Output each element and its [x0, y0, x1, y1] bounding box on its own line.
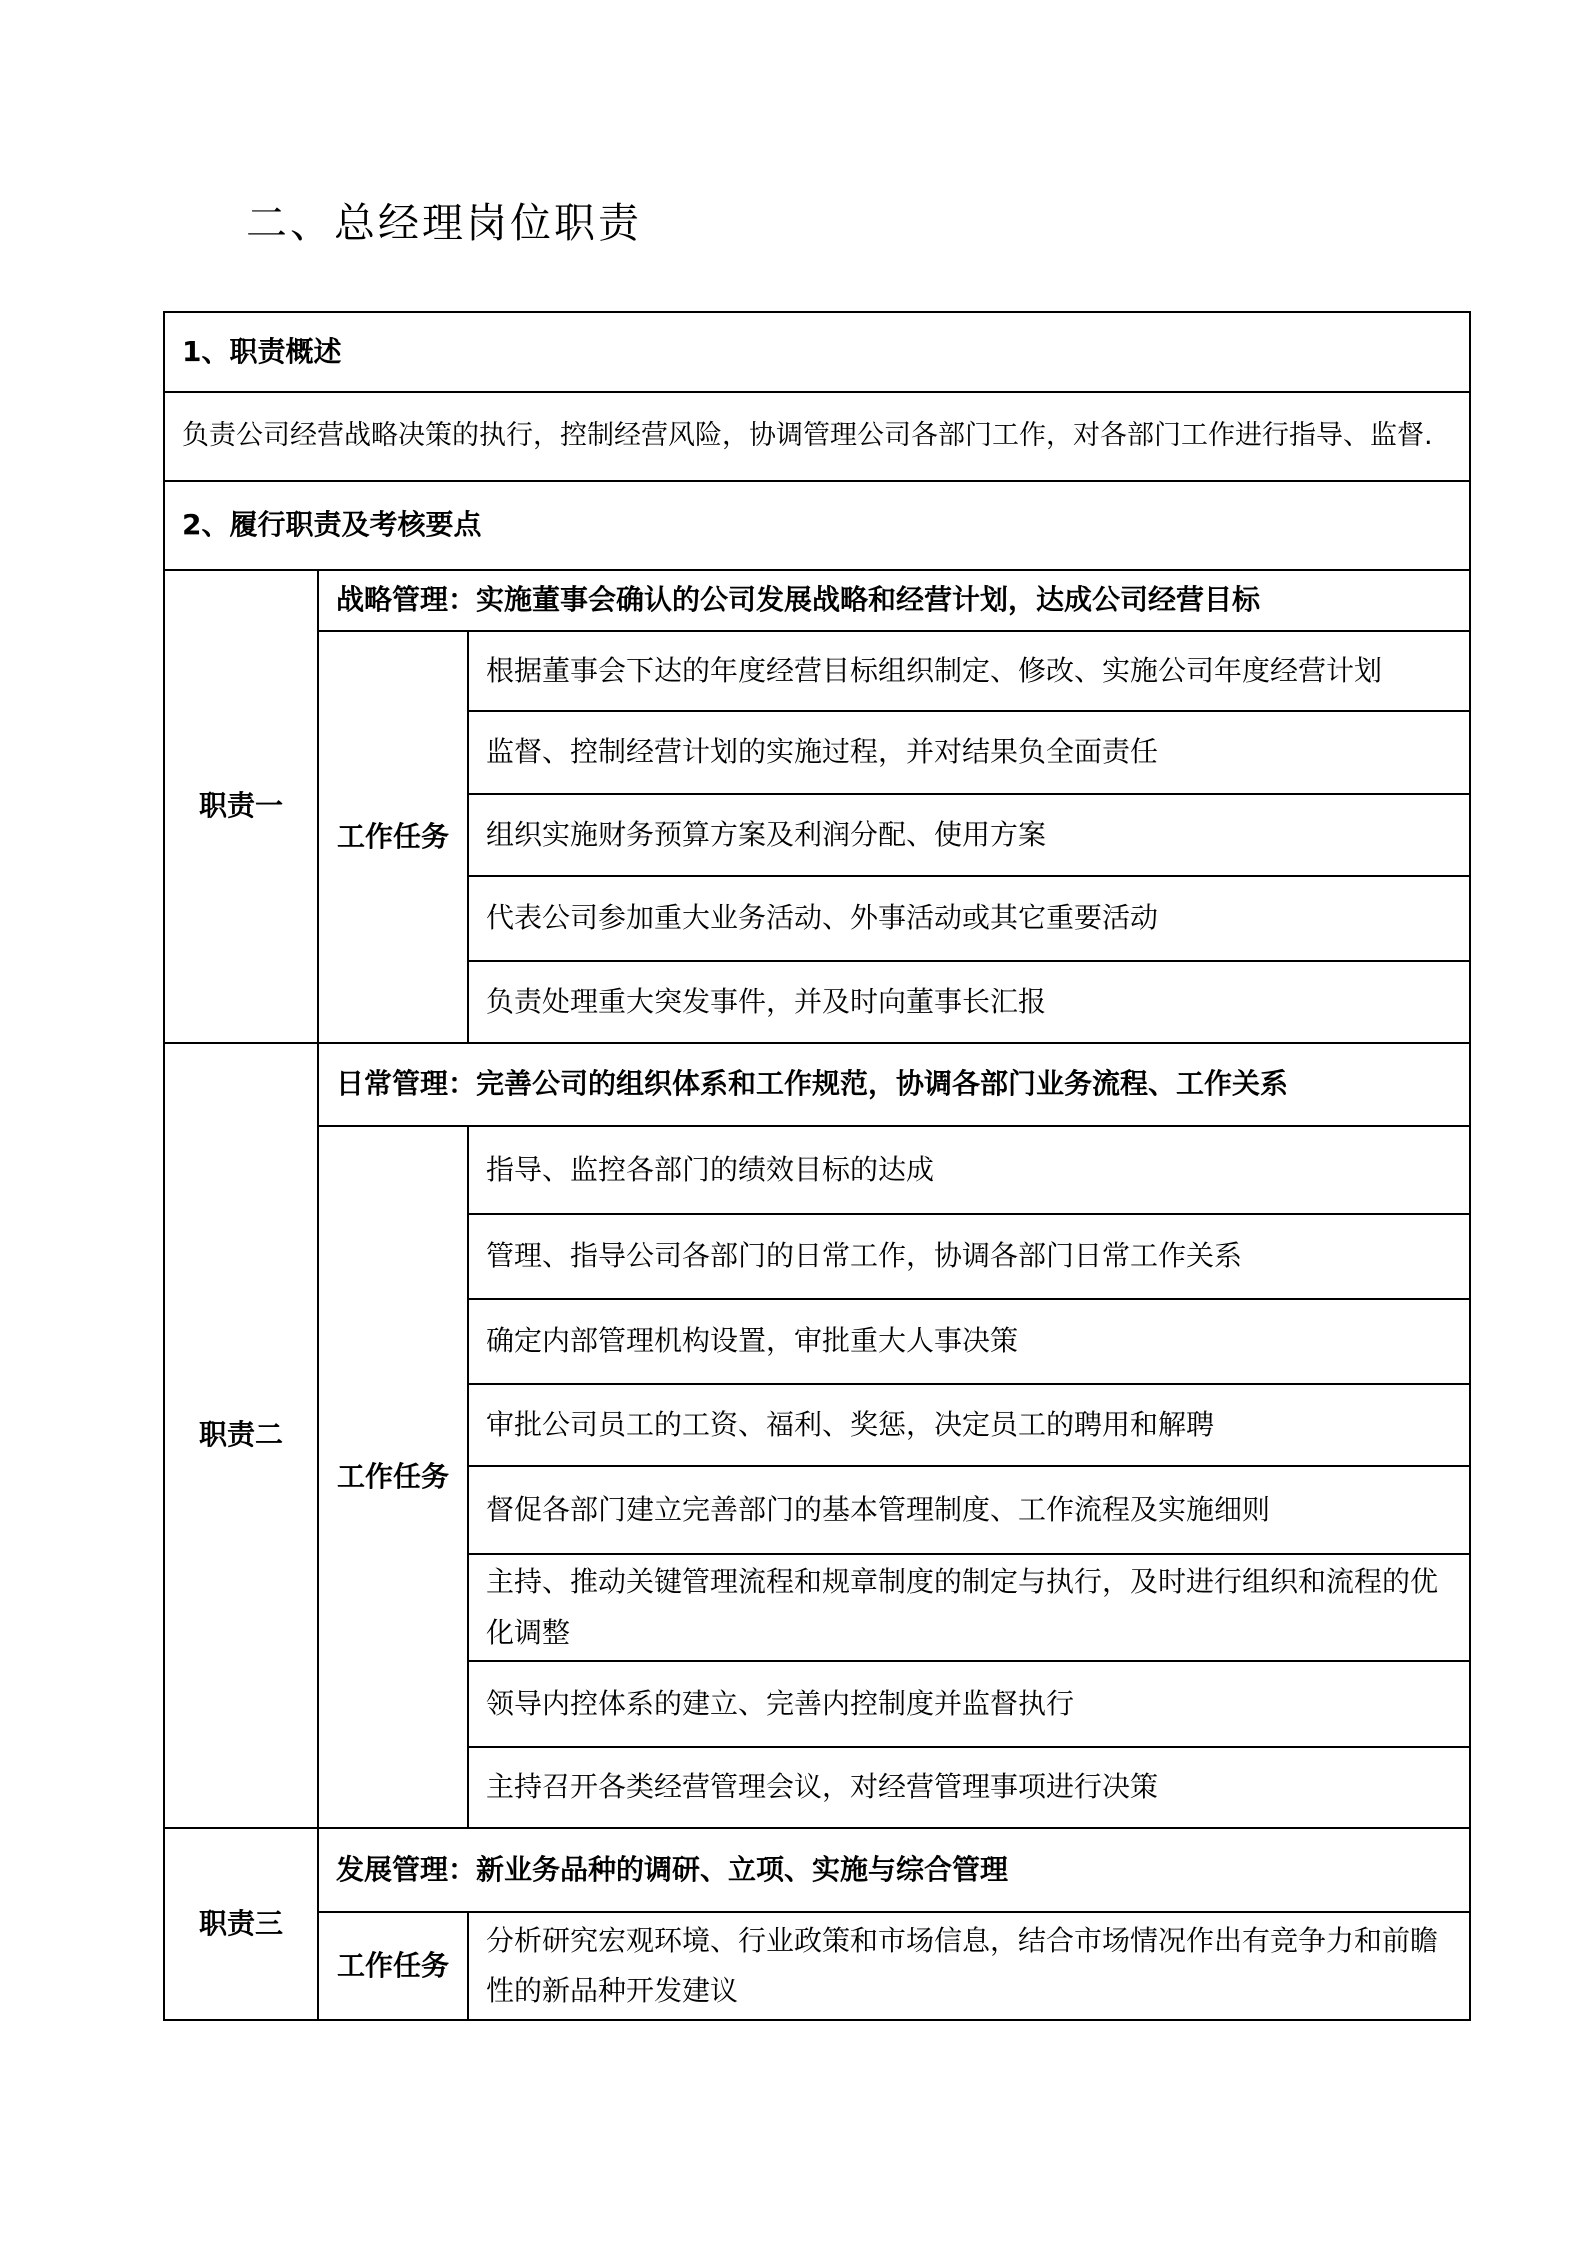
task-cell: 根据董事会下达的年度经营目标组织制定、修改、实施公司年度经营计划	[468, 631, 1470, 711]
task-cell: 组织实施财务预算方案及利润分配、使用方案	[468, 794, 1470, 876]
category-cell-1: 战略管理：实施董事会确认的公司发展战略和经营计划，达成公司经营目标	[318, 570, 1470, 631]
table-row	[164, 631, 1470, 711]
duty-label-cell-3: 职责三	[164, 1828, 318, 2020]
task-cell: 督促各部门建立完善部门的基本管理制度、工作流程及实施细则	[468, 1466, 1470, 1554]
duties-heading-cell: 2、履行职责及考核要点	[164, 481, 1470, 570]
category-cell-2: 日常管理：完善公司的组织体系和工作规范，协调各部门业务流程、工作关系	[318, 1043, 1470, 1126]
task-label-cell-2: 工作任务	[318, 1126, 468, 1828]
task-label-cell-1: 工作任务	[318, 631, 468, 1043]
table-row	[164, 312, 1470, 392]
duty-table	[163, 311, 1471, 2021]
task-cell: 监督、控制经营计划的实施过程，并对结果负全面责任	[468, 711, 1470, 794]
task-cell: 确定内部管理机构设置，审批重大人事决策	[468, 1299, 1470, 1384]
table-row	[164, 1126, 1470, 1214]
table-row	[164, 1828, 1470, 1912]
task-cell: 分析研究宏观环境、行业政策和市场信息，结合市场情况作出有竞争力和前瞻性的新品种开发建议	[468, 1912, 1470, 2020]
task-label-cell-3: 工作任务	[318, 1912, 468, 2020]
task-cell: 代表公司参加重大业务活动、外事活动或其它重要活动	[468, 876, 1470, 961]
table-row	[164, 392, 1470, 481]
duty-label-cell-1: 职责一	[164, 570, 318, 1043]
table-row	[164, 1912, 1470, 2020]
task-cell: 领导内控体系的建立、完善内控制度并监督执行	[468, 1661, 1470, 1747]
task-cell: 主持、推动关键管理流程和规章制度的制定与执行，及时进行组织和流程的优化调整	[468, 1554, 1470, 1661]
task-cell: 指导、监控各部门的绩效目标的达成	[468, 1126, 1470, 1214]
duty-label-cell-2: 职责二	[164, 1043, 318, 1828]
overview-text-cell: 负责公司经营战略决策的执行，控制经营风险，协调管理公司各部门工作，对各部门工作进行指导、监督.	[164, 392, 1470, 481]
task-cell: 负责处理重大突发事件，并及时向董事长汇报	[468, 961, 1470, 1043]
task-cell: 管理、指导公司各部门的日常工作，协调各部门日常工作关系	[468, 1214, 1470, 1299]
overview-heading-cell: 1、职责概述	[164, 312, 1470, 392]
task-cell: 审批公司员工的工资、福利、奖惩，决定员工的聘用和解聘	[468, 1384, 1470, 1466]
table-row	[164, 570, 1470, 631]
page-title: 二、总经理岗位职责	[246, 199, 642, 247]
task-cell: 主持召开各类经营管理会议，对经营管理事项进行决策	[468, 1747, 1470, 1828]
category-cell-3: 发展管理：新业务品种的调研、立项、实施与综合管理	[318, 1828, 1470, 1912]
table-row	[164, 481, 1470, 570]
table-row	[164, 1043, 1470, 1126]
